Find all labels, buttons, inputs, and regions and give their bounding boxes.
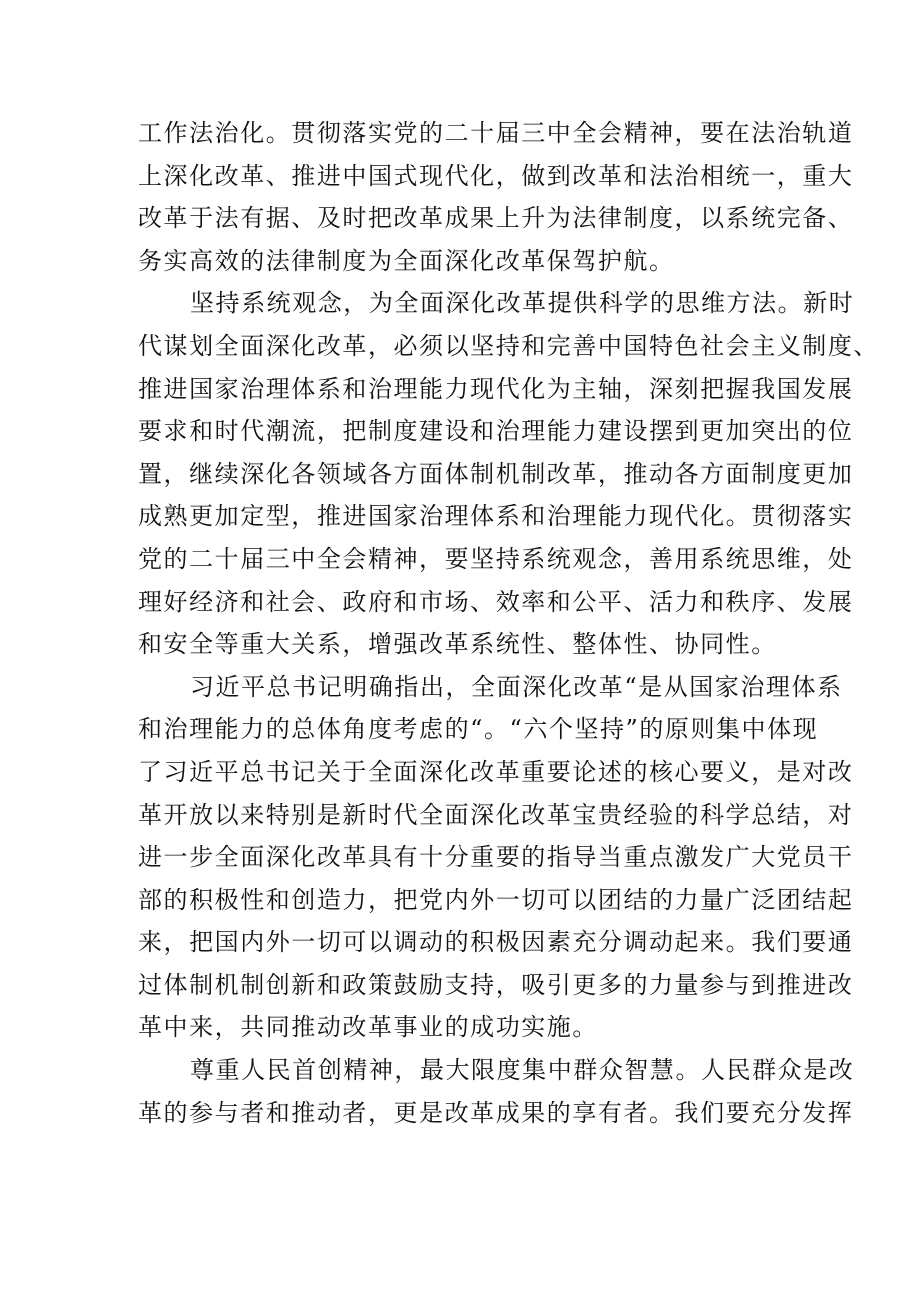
text-line: 推进国家治理体系和治理能力现代化为主轴，深刻把握我国发展 <box>138 374 854 403</box>
text-line: 革开放以来特别是新时代全面深化改革宝贵经验的科学总结，对 <box>138 800 854 829</box>
paragraph-1 <box>138 112 854 282</box>
text-line: 务实高效的法律制度为全面深化改革保驾护航。 <box>138 246 675 275</box>
text-line: 革的参与者和推动者，更是改革成果的享有者。我们要充分发挥 <box>138 1098 854 1127</box>
text-line: 成熟更加定型，推进国家治理体系和治理能力现代化。贯彻落实 <box>138 502 854 531</box>
text-line: 和治理能力的总体角度考虑的“。“六个坚持”的原则集中体现 <box>138 715 819 744</box>
text-line: 尊重人民首创精神，最大限度集中群众智慧。人民群众是改 <box>190 1056 855 1085</box>
text-line: 坚持系统观念，为全面深化改革提供科学的思维方法。新时 <box>190 289 855 318</box>
text-line: 过体制机制创新和政策鼓励支持，吸引更多的力量参与到推进改 <box>138 970 854 999</box>
text-line: 了习近平总书记关于全面深化改革重要论述的核心要义，是对改 <box>138 757 854 786</box>
text-line: 党的二十届三中全会精神，要坚持系统观念，善用系统思维，处 <box>138 544 854 573</box>
text-line: 上深化改革、推进中国式现代化，做到改革和法治相统一，重大 <box>138 161 854 190</box>
text-line: 习近平总书记明确指出，全面深化改革“是从国家治理体系 <box>190 672 843 701</box>
text-line: 改革于法有据、及时把改革成果上升为法律制度，以系统完备、 <box>138 204 854 233</box>
text-line: 来，把国内外一切可以调动的积极因素充分调动起来。我们要通 <box>138 928 854 957</box>
text-line: 置，继续深化各领域各方面体制机制改革，推动各方面制度更加 <box>138 459 854 488</box>
text-line: 工作法治化。贯彻落实党的二十届三中全会精神，要在法治轨道 <box>138 119 854 147</box>
text-line: 进一步全面深化改革具有十分重要的指导当重点激发广大党员干 <box>138 843 854 872</box>
paragraph-2 <box>138 282 879 665</box>
text-line: 代谋划全面深化改革，必须以坚持和完善中国特色社会主义制度、 <box>138 331 879 360</box>
document-body <box>138 112 879 1134</box>
text-line: 部的积极性和创造力，把党内外一切可以团结的力量广泛团结起 <box>138 885 854 914</box>
paragraph-3 <box>138 666 854 1049</box>
text-line: 理好经济和社会、政府和市场、效率和公平、活力和秩序、发展 <box>138 587 854 616</box>
text-line: 和安全等重大关系，增强改革系统性、整体性、协同性。 <box>138 630 777 659</box>
text-line: 革中来，共同推动改革事业的成功实施。 <box>138 1013 598 1042</box>
text-line: 要求和时代潮流，把制度建设和治理能力建设摆到更加突出的位 <box>138 417 854 446</box>
paragraph-4 <box>138 1049 855 1134</box>
